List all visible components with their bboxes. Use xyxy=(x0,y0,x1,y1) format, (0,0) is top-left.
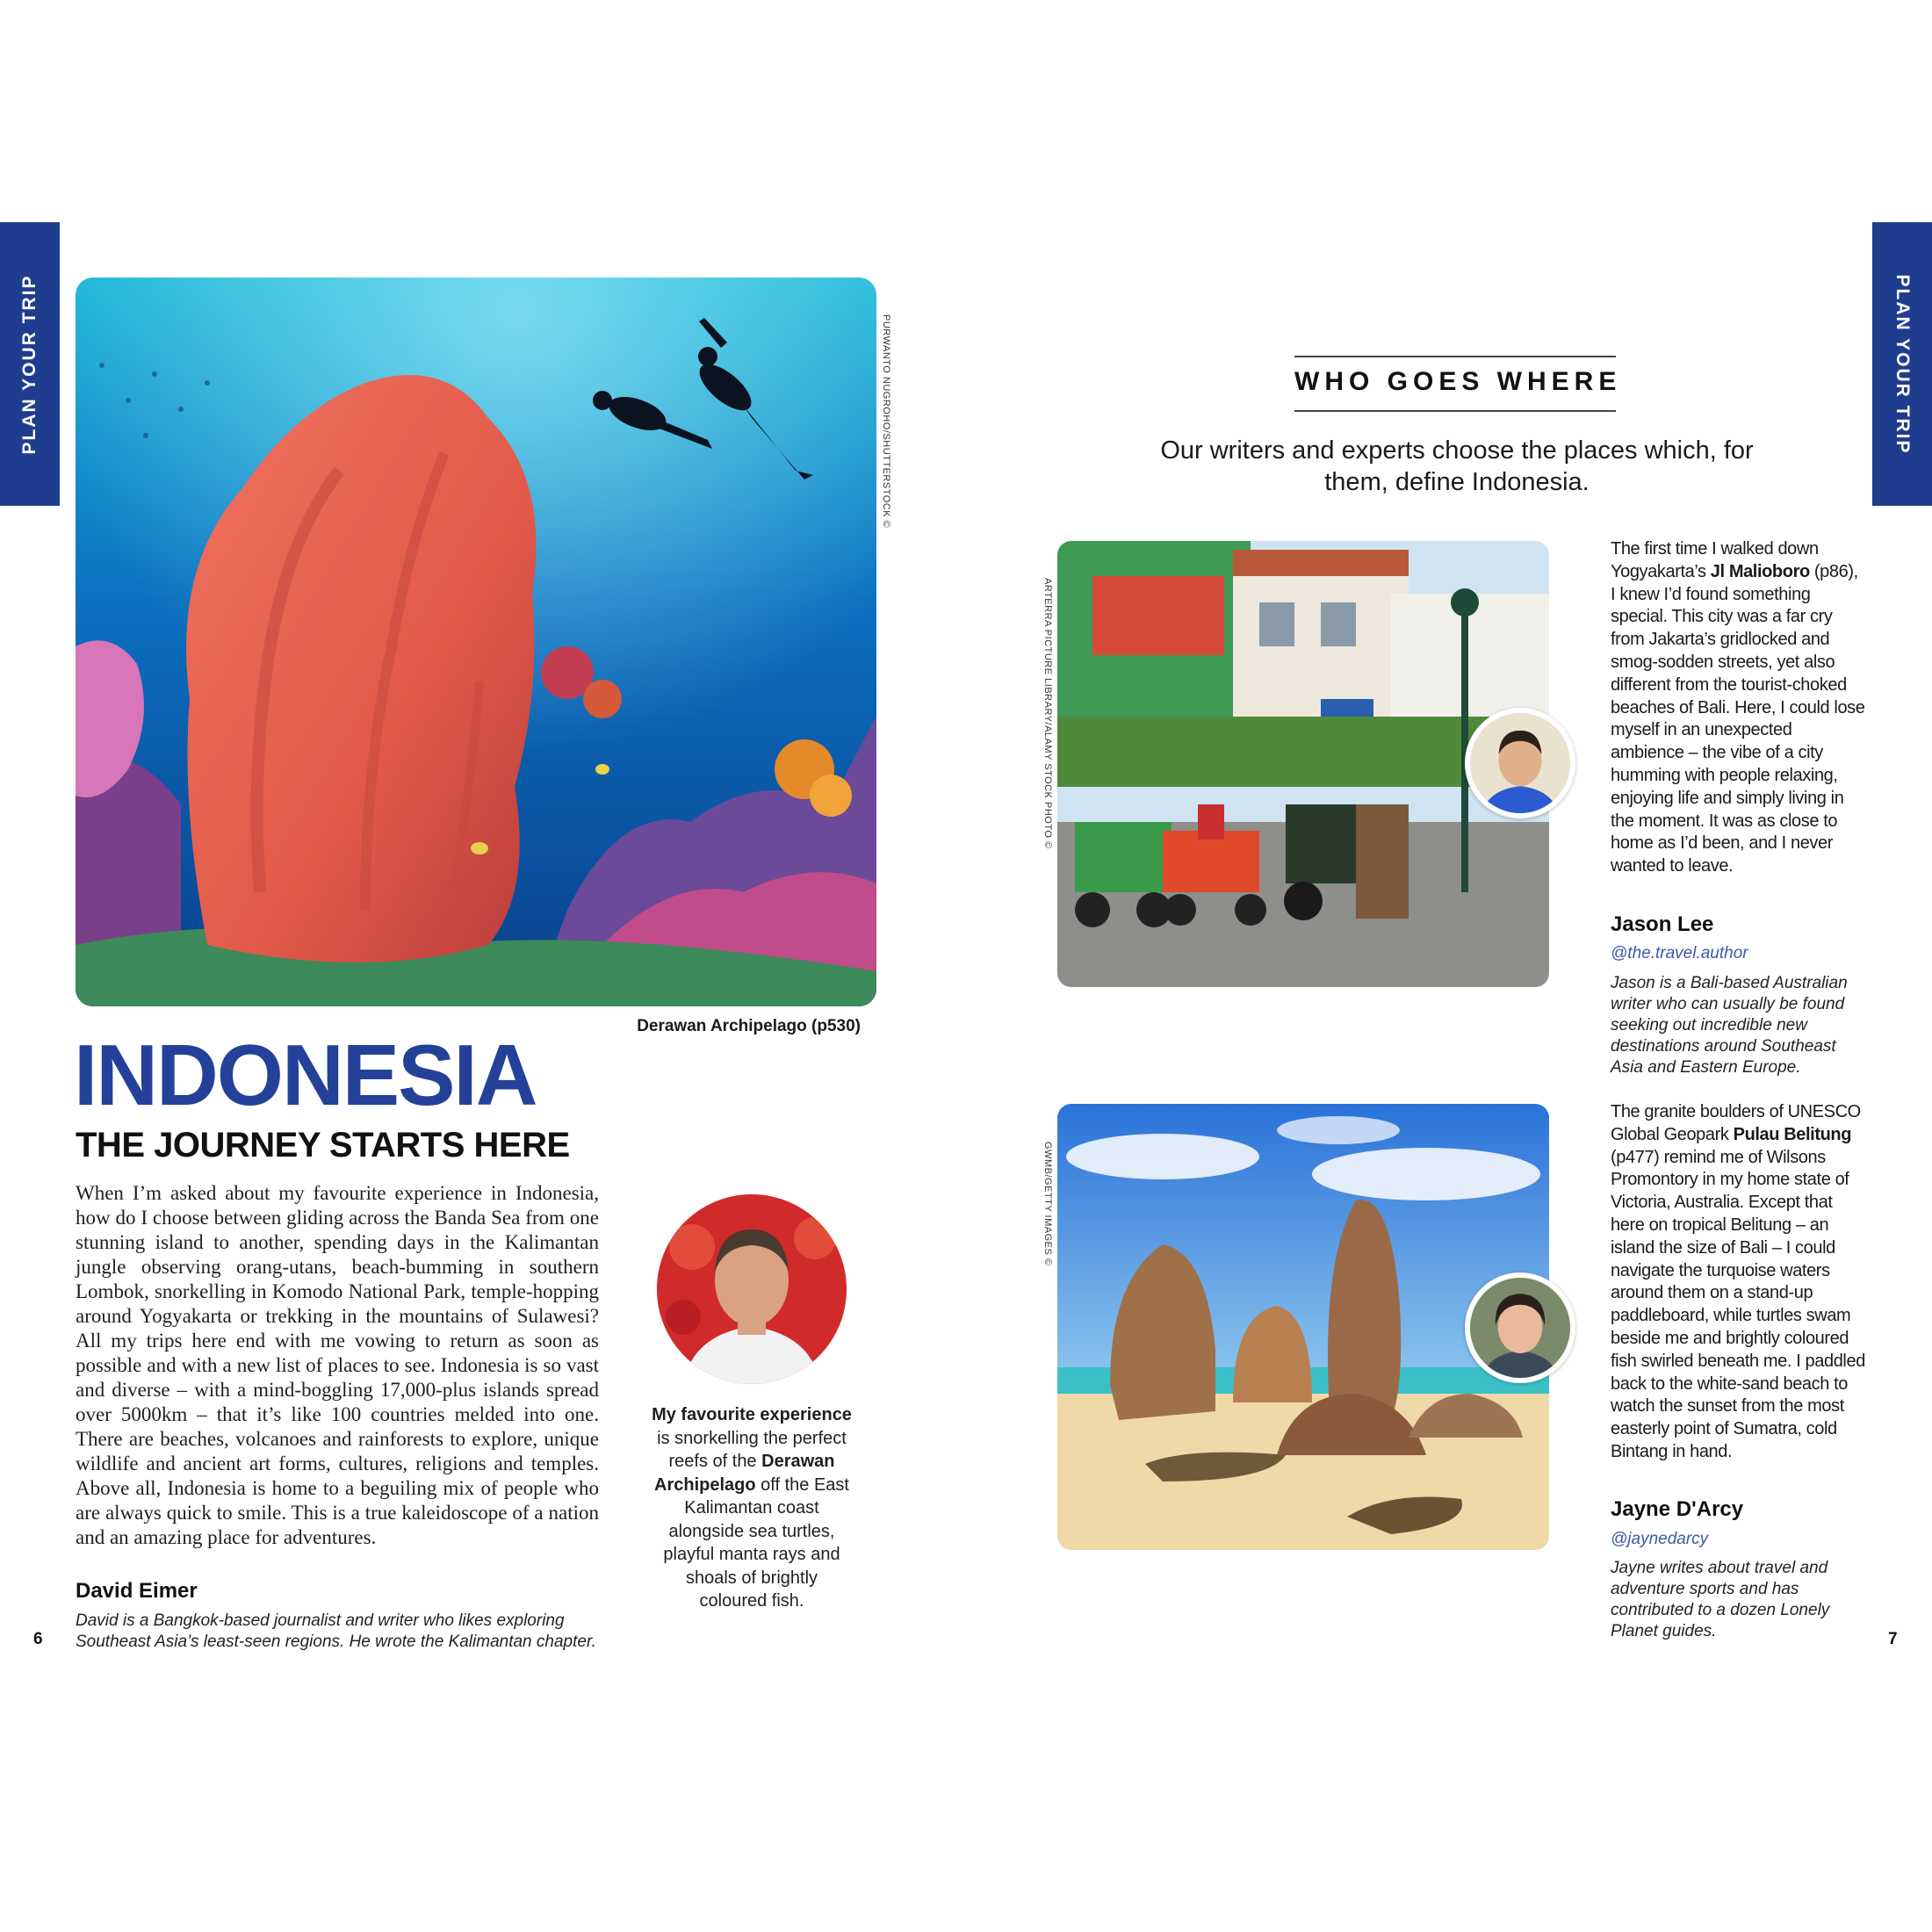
hero-photo-reef xyxy=(76,278,876,1006)
section-subheading: Our writers and experts choose the places which, for them, define Indonesia. xyxy=(1160,436,1754,496)
reef-illustration xyxy=(76,278,876,1006)
hero-photo-credit: PURWANTO NUGROHO/SHUTTERSTOCK © xyxy=(881,314,891,529)
intro-paragraph: When I’m asked about my favourite experience in Indonesia, how do I choose between gliding across the Banda Sea from one stunning island to another, spending days in the Kalimantan jungle observing orang-utans, beach-bumming in southern Lombok, snorkelling in Komodo National Park, temple-hopping around Yogyakarta or trekking in the mountains of Sulawesi? All my trips here end with me vowing to return as soon as possible and with a new list of places to see. Indonesia is so vast and diverse – with a mind-boggling 17,000-plus islands spread over 5000km – that it’s like 100 countries melded into one. There are beaches, volcanoes and rainforests to explore, unique wildlife and ancient art forms, cultures, religions and temples. Above all, Indonesia is home to a beguiling mix of people who are always quick to smile. This is a true kaleidoscope of a nation and an amazing place for adventures. xyxy=(76,1182,599,1548)
story-1-author-handle[interactable]: @the.travel.author xyxy=(1611,944,1748,962)
story-2-text-2: (p477) remind me of Wilsons Promontory in my home state of Victoria, Australia. Except that here on tropical Belitung – an island the size of Bali – I could navigate the turquoise waters around them on a stand-up paddleboard, while turtles swam beside me and brightly coloured fish swirled beneath me. I paddled back to the white-sand beach to watch the sunset from the most easterly point of Sumatra, cold Bintang in hand. xyxy=(1611,1147,1865,1461)
hero-photo-caption: Derawan Archipelago (p530) xyxy=(637,1017,861,1035)
favourite-experience xyxy=(652,1403,852,1613)
favourite-text-2: off the East Kalimantan coast alongside sea turtles, playful manta rays and shoals of brightly coloured fish. xyxy=(663,1474,849,1611)
story-1-place: Jl Malioboro xyxy=(1710,561,1810,581)
page-number-left: 6 xyxy=(33,1630,43,1648)
story-2-author-bio: Jayne writes about travel and adventure sports and has contributed to a dozen Lonely Planet guides. xyxy=(1611,1559,1830,1640)
author-name: David Eimer xyxy=(76,1579,198,1603)
story-1-text-1: The first time I walked down Yogyakarta’s xyxy=(1611,539,1819,581)
favourite-lead: My favourite experience xyxy=(652,1405,852,1424)
story-2-author-portrait xyxy=(1465,1272,1575,1383)
favourite-text-1: is snorkelling the perfect reefs of the xyxy=(657,1428,847,1471)
side-tab-label: PLAN YOUR TRIP xyxy=(19,274,40,454)
story-1-photo-credit: ARTERRA PICTURE LIBRARY/ALAMY STOCK PHOTO © xyxy=(1042,578,1053,849)
page-title: INDONESIA xyxy=(74,1027,537,1123)
portrait-illustration xyxy=(657,1194,847,1384)
page-subtitle: THE JOURNEY STARTS HERE xyxy=(76,1126,570,1164)
story-1-author-portrait xyxy=(1465,708,1575,818)
story-2-author-handle[interactable]: @jaynedarcy xyxy=(1611,1530,1709,1548)
portrait-illustration xyxy=(1470,713,1570,813)
story-2-place: Pulau Belitung xyxy=(1733,1124,1852,1144)
story-1-text xyxy=(1611,538,1865,878)
story-2-author-name: Jayne D'Arcy xyxy=(1611,1497,1744,1521)
author-bio: David is a Bangkok-based journalist and writer who likes exploring Southeast Asia’s least-seen regions. He wrote the Kalimantan chapter. xyxy=(76,1611,596,1651)
story-1-author-bio: Jason is a Bali-based Australian writer who can usually be found seeking out incredible new destinations around Southeast Asia and Eastern Europe. xyxy=(1611,974,1848,1077)
story-1-author-name: Jason Lee xyxy=(1611,912,1714,936)
author-portrait xyxy=(657,1194,847,1384)
side-tab-label: PLAN YOUR TRIP xyxy=(1892,274,1913,454)
side-tab-left xyxy=(0,222,60,506)
story-2-photo-credit: GWMB/GETTY IMAGES © xyxy=(1042,1142,1053,1266)
story-1-text-2: (p86), I knew I’d found something special. This city was a far cry from Jakarta’s gridlocked and smog-sodden streets, yet also different from the tourist-choked beaches of Bali. Here, I could lose myself in an unexpected ambience – the vibe of a city humming with people relaxing, enjoying life and simply living in the moment. It was as close to home as I’d been, and I never wanted to leave. xyxy=(1611,561,1865,876)
story-2-text-1: The granite boulders of UNESCO Global Geopark xyxy=(1611,1102,1861,1144)
heading-rule-top xyxy=(1294,356,1616,357)
heading-rule-bottom xyxy=(1294,410,1616,412)
portrait-illustration xyxy=(1470,1278,1570,1378)
story-2-text xyxy=(1611,1101,1865,1464)
favourite-place: Derawan Archipelago xyxy=(654,1452,835,1495)
page-number-right: 7 xyxy=(1888,1630,1898,1648)
side-tab-right xyxy=(1872,222,1932,506)
section-heading: WHO GOES WHERE xyxy=(1294,367,1622,396)
